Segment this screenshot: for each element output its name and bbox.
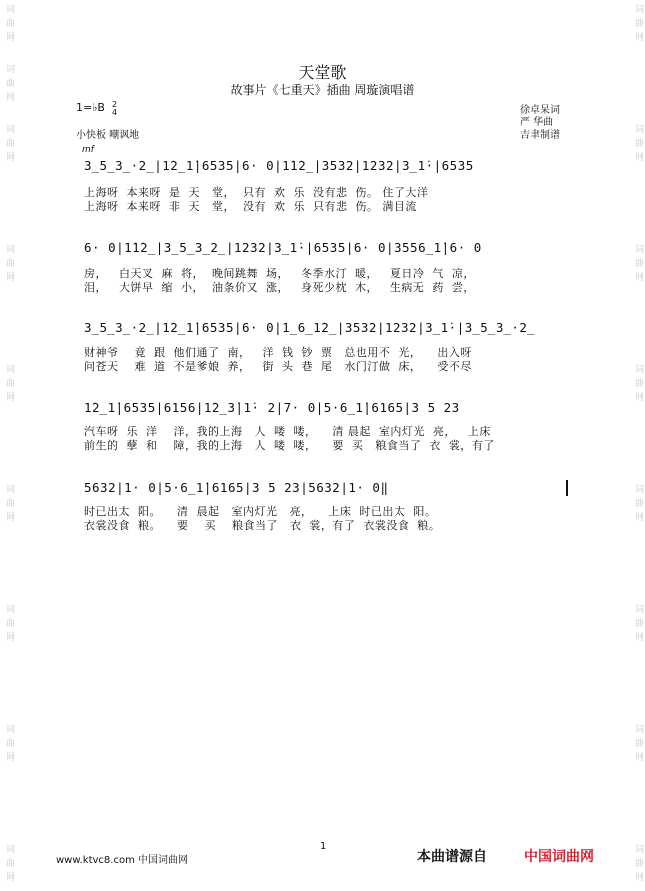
- watermark-char: 词: [4, 64, 14, 73]
- final-barline: [566, 480, 568, 496]
- watermark-char: 网: [4, 92, 14, 101]
- watermark-char: 网: [4, 512, 14, 521]
- watermark-char: 网: [633, 632, 643, 641]
- source-label: 本曲谱源自: [417, 849, 487, 865]
- footer-site-link[interactable]: www.ktvc8.com 中国词曲网: [56, 855, 189, 866]
- watermark-char: 词: [633, 844, 643, 853]
- watermark-char: 曲: [633, 858, 643, 867]
- watermark-char: 词: [633, 724, 643, 733]
- watermark-char: 词: [633, 604, 643, 613]
- transcriber-credit: 吉聿制谱: [520, 130, 560, 141]
- lyric-verse-1: 财神爷 竟 跟 他们通了 南， 洋 钱 钞 票 总也用不 光， 出入呀: [84, 346, 472, 359]
- notation-line: 3̲5̲3̲·2̲|1̇2̲1̇|6535|6· 0|1̇1̇2̲|3532|1232|3̲1̇·|6535: [84, 158, 474, 173]
- lyric-verse-1: 上海呀 本来呀 是 天 堂， 只有 欢 乐 没有悲 伤。 住了大洋: [84, 186, 429, 199]
- watermark-char: 网: [633, 752, 643, 761]
- watermark-char: 曲: [633, 618, 643, 627]
- watermark-char: 网: [4, 152, 14, 161]
- key-signature: 1=♭B: [76, 101, 105, 114]
- watermark-char: 网: [4, 272, 14, 281]
- watermark-char: 网: [4, 632, 14, 641]
- watermark-char: 网: [4, 392, 14, 401]
- watermark-char: 曲: [633, 18, 643, 27]
- watermark-char: 曲: [4, 138, 14, 147]
- source-brand-link[interactable]: 中国词曲网: [524, 849, 594, 865]
- watermark-char: 词: [4, 724, 14, 733]
- song-subtitle: 故事片《七重天》插曲 周璇演唱谱: [230, 83, 415, 97]
- lyric-verse-1: 时已出太 阳。 清 晨起 室内灯光 亮， 上床 时已出太 阳。: [84, 505, 437, 518]
- notation-line: 6· 0|1̇1̇2̲|3̲5̲3̲2̲|1232|3̲1̇·|6535|6· 0|3556̲1̇|6· 0: [84, 240, 482, 255]
- watermark-char: 曲: [4, 498, 14, 507]
- watermark-char: 曲: [4, 258, 14, 267]
- watermark-char: 曲: [633, 378, 643, 387]
- lyric-verse-2: 衣裳没食 粮。 要 买 粮食当了 衣 裳，有了 衣裳没食 粮。: [84, 519, 441, 532]
- lyric-verse-2: 问苍天 难 道 不是爹娘 养， 街 头 巷 尾 水门汀做 床， 受不尽: [84, 360, 472, 373]
- song-title: 天堂歌: [298, 63, 347, 82]
- watermark-char: 曲: [4, 78, 14, 87]
- watermark-char: 词: [633, 4, 643, 13]
- watermark-char: 词: [633, 484, 643, 493]
- notation-line: 5632|1· 0|5·6̲1̇|6165|3 5 23|5632|1· 0‖: [84, 480, 389, 495]
- watermark-char: 曲: [4, 738, 14, 747]
- watermark-sidebar-left: [0, 0, 16, 891]
- watermark-char: 词: [4, 4, 14, 13]
- watermark-char: 网: [633, 32, 643, 41]
- watermark-char: 曲: [633, 138, 643, 147]
- watermark-char: 曲: [633, 738, 643, 747]
- tempo-marking: 小快板 嘲讽地: [76, 130, 140, 141]
- watermark-sidebar-right: [629, 0, 645, 891]
- watermark-char: 词: [633, 244, 643, 253]
- lyric-verse-1: 房， 白天叉 麻 将， 晚间跳舞 场， 冬季水汀 暖， 夏日冷 气 凉，: [84, 267, 475, 280]
- lyric-verse-1: 汽车呀 乐 洋 洋，我的上海 人 喽 喽， 清 晨起 室内灯光 亮， 上床: [84, 425, 491, 438]
- watermark-char: 网: [4, 872, 14, 881]
- watermark-char: 词: [4, 844, 14, 853]
- lyric-verse-2: 前生的 孽 和 障，我的上海 人 喽 喽， 要 买 粮食当了 衣 裳，有了: [84, 439, 495, 452]
- watermark-char: 词: [633, 364, 643, 373]
- watermark-char: 曲: [633, 498, 643, 507]
- watermark-char: 曲: [4, 18, 14, 27]
- watermark-char: 曲: [633, 258, 643, 267]
- lyricist-credit: 徐卓呆词: [520, 105, 560, 116]
- watermark-char: 词: [633, 124, 643, 133]
- watermark-char: 词: [4, 364, 14, 373]
- watermark-char: 曲: [4, 378, 14, 387]
- watermark-char: 词: [4, 604, 14, 613]
- lyric-verse-2: 泪， 大饼早 缩 小， 油条价又 涨， 身死少枕 木， 生病无 药 尝，: [84, 281, 475, 294]
- watermark-char: 网: [633, 152, 643, 161]
- dynamic-marking: mf: [82, 145, 94, 155]
- watermark-char: 曲: [4, 858, 14, 867]
- watermark-char: 曲: [4, 618, 14, 627]
- page-number: 1: [320, 841, 327, 852]
- watermark-char: 词: [4, 484, 14, 493]
- notation-line: 3̲5̲3̲·2̲|1̇2̲1̇|6535|6· 0|1̲6̲1̇2̲|3532|1232|3̲1̇·|3̲5̲3̲·2̲: [84, 320, 535, 335]
- watermark-char: 词: [4, 124, 14, 133]
- watermark-char: 网: [4, 752, 14, 761]
- lyric-verse-2: 上海呀 本来呀 非 天 堂， 没有 欢 乐 只有悲 伤。 满目流: [84, 200, 417, 213]
- watermark-char: 网: [4, 32, 14, 41]
- watermark-char: 词: [4, 244, 14, 253]
- watermark-char: 网: [633, 872, 643, 881]
- watermark-char: 网: [633, 272, 643, 281]
- composer-credit: 严 华曲: [520, 117, 554, 128]
- notation-line: 1̇2̲1̇|6535|6156|1̇2̲3̇|1̇· 2|7· 0|5·6̲1̇|6165|3 5 23: [84, 400, 460, 415]
- watermark-char: 网: [633, 392, 643, 401]
- time-denominator: 4: [112, 108, 118, 117]
- watermark-char: 网: [633, 512, 643, 521]
- time-signature: [112, 101, 117, 117]
- time-numerator: 2: [112, 100, 118, 109]
